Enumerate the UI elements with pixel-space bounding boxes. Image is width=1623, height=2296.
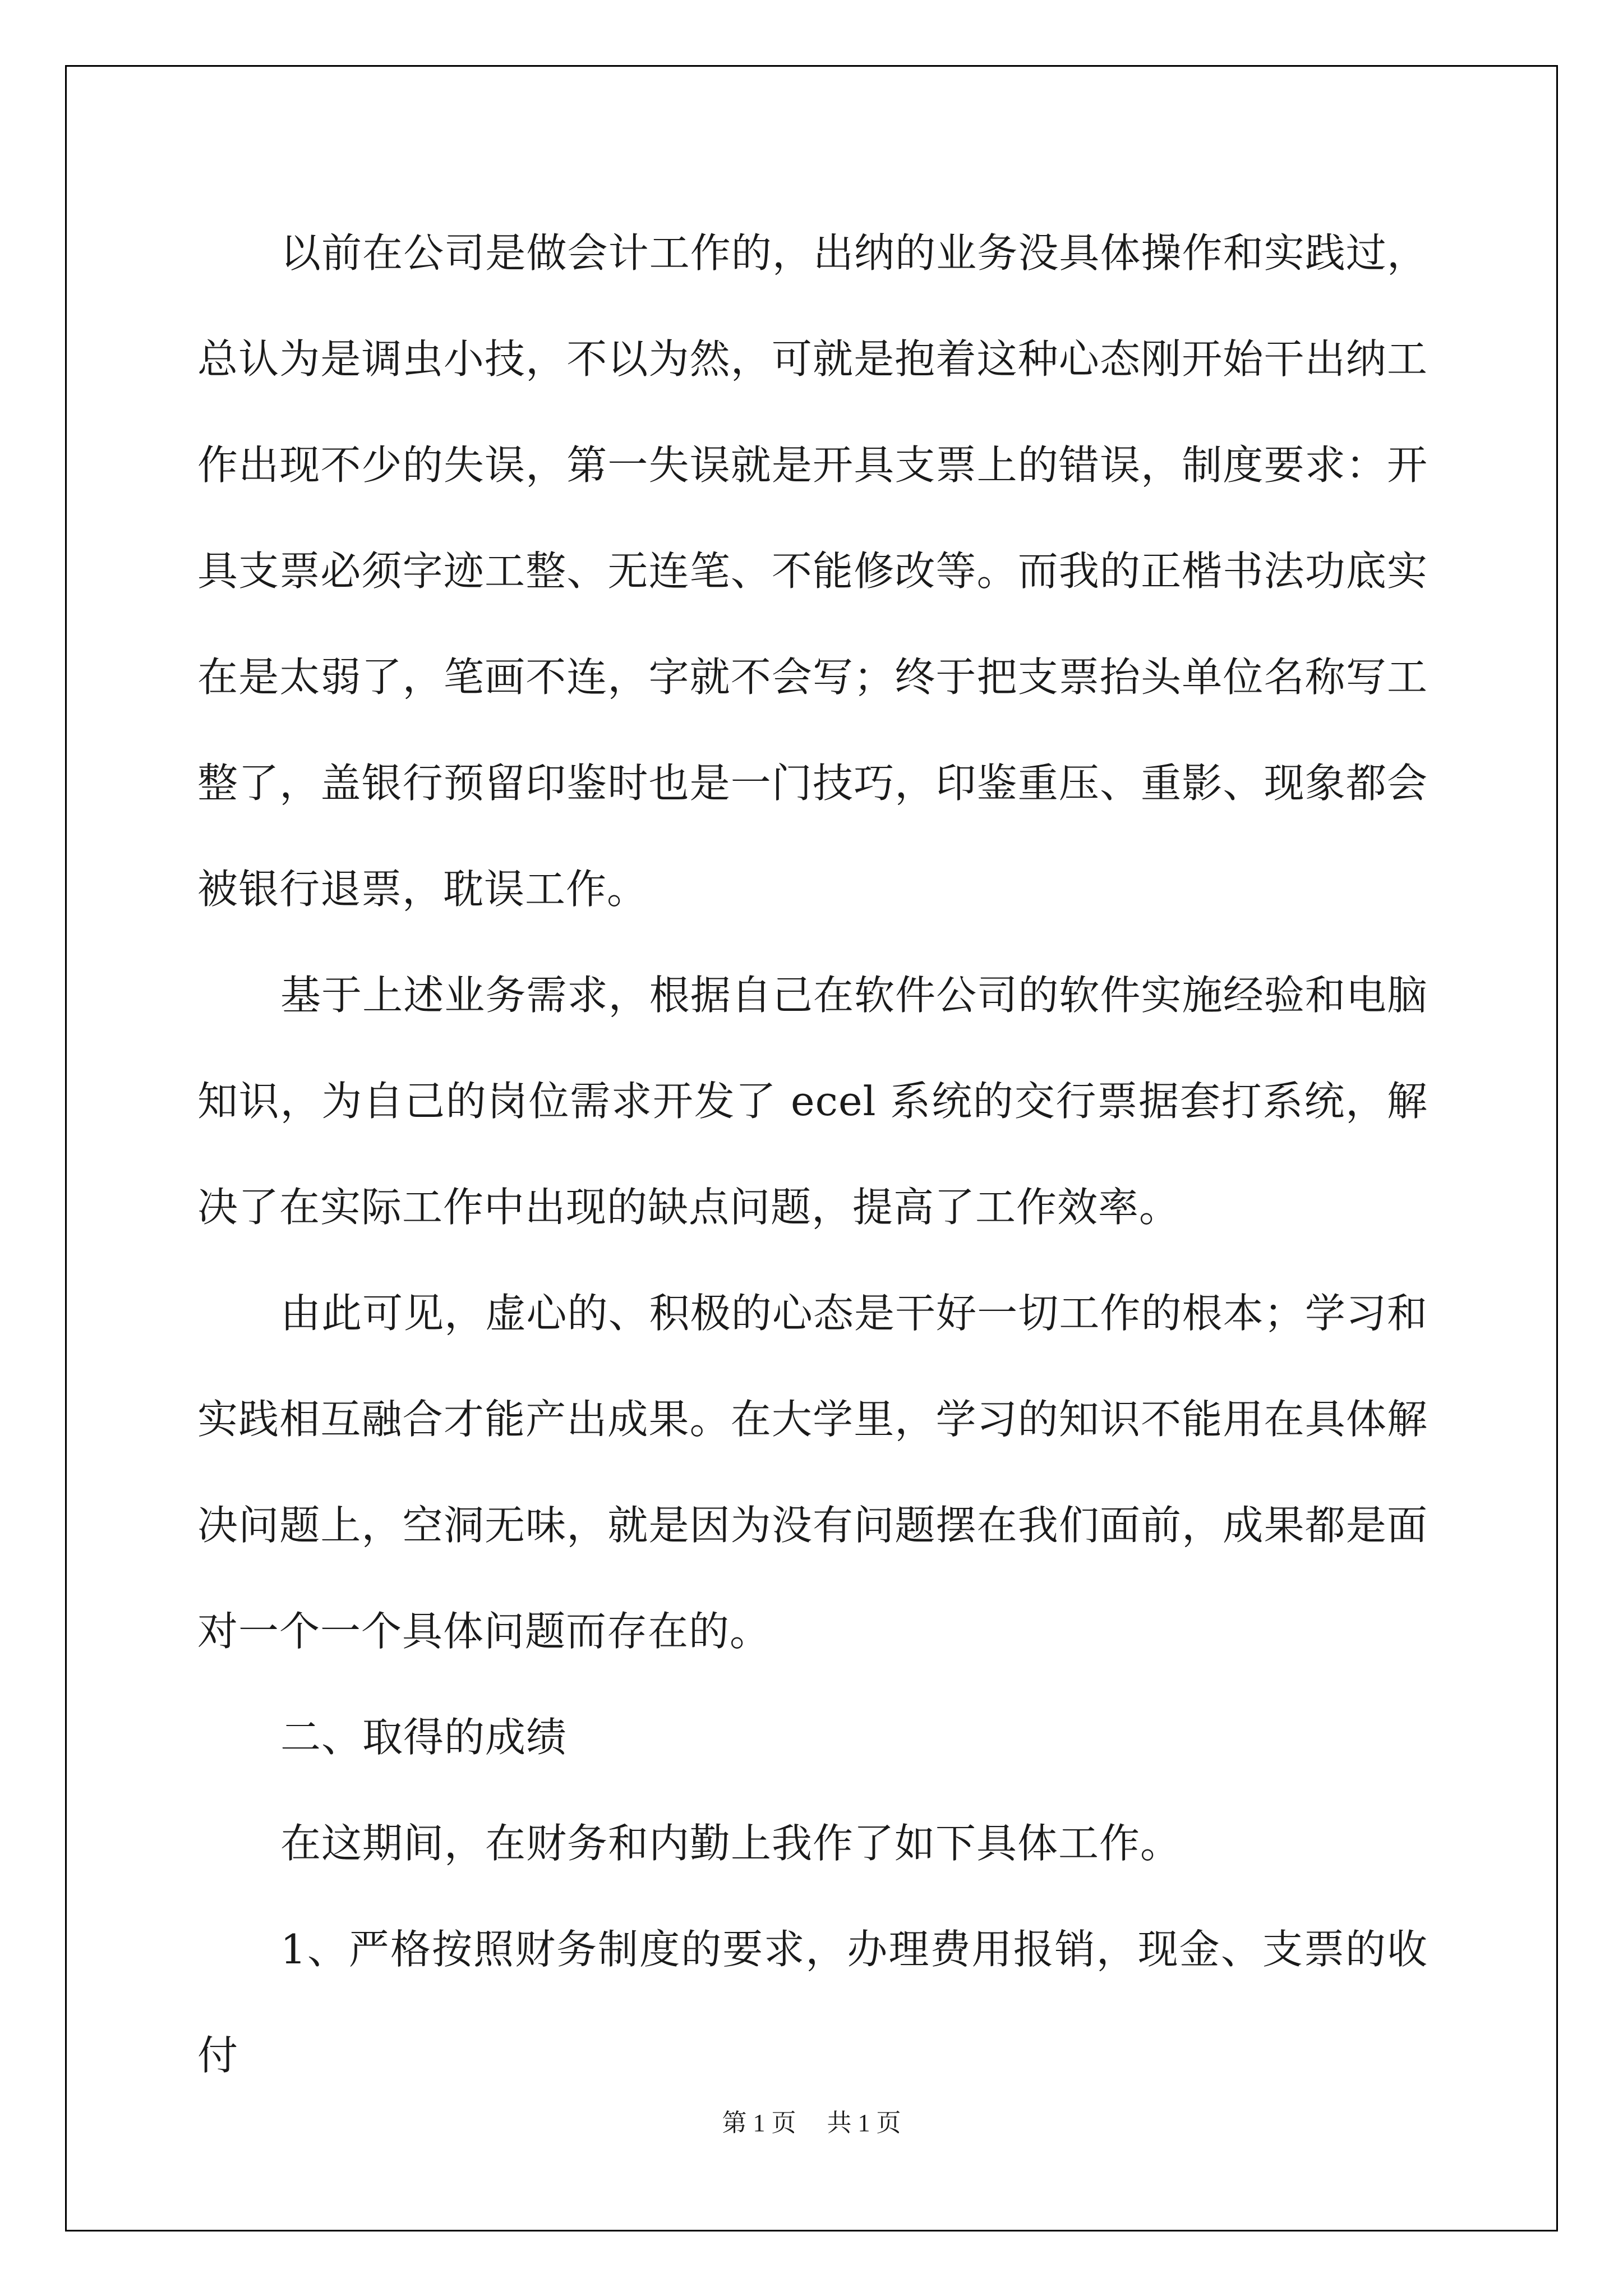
paragraph: 由此可见，虚心的、积极的心态是干好一切工作的根本；学习和实践相互融合才能产出成果。在大学里，学习的知识不能用在具体解决问题上，空洞无味，就是因为没有问题摆在我们面前，成果都是面对一个一个具体问题而存在的。 [197,1290,1428,1655]
total-pages: 共 1 页 [827,2109,901,2137]
document-body [197,200,1428,2109]
list-item: 1、严格按照财务制度的要求，办理费用报销，现金、支票的收付 [197,1926,1428,2079]
section-heading: 二、取得的成绩 [280,1714,568,1761]
paragraph: 基于上述业务需求，根据自己在软件公司的软件实施经验和电脑知识，为自己的岗位需求开发了 ecel 系统的交行票据套打系统，解决了在实际工作中出现的缺点问题，提高了工作效率。 [197,972,1428,1231]
paragraph: 以前在公司是做会计工作的，出纳的业务没具体操作和实践过，总认为是调虫小技，不以为然，可就是抱着这种心态刚开始干出纳工作出现不少的失误，第一失误就是开具支票上的错误，制度要求：开具支票必须字迹工整、无连笔、不能修改等。而我的正楷书法功底实在是太弱了，笔画不连，字就不会写；终于把支票抬头单位名称写工整了，盖银行预留印鉴时也是一门技巧，印鉴重压、重影、现象都会被银行退票，耽误工作。 [197,229,1428,913]
page-number: 第 1 页 [722,2109,796,2137]
page-footer [0,2102,1623,2138]
paragraph: 在这期间，在财务和内勤上我作了如下具体工作。 [280,1820,1182,1867]
